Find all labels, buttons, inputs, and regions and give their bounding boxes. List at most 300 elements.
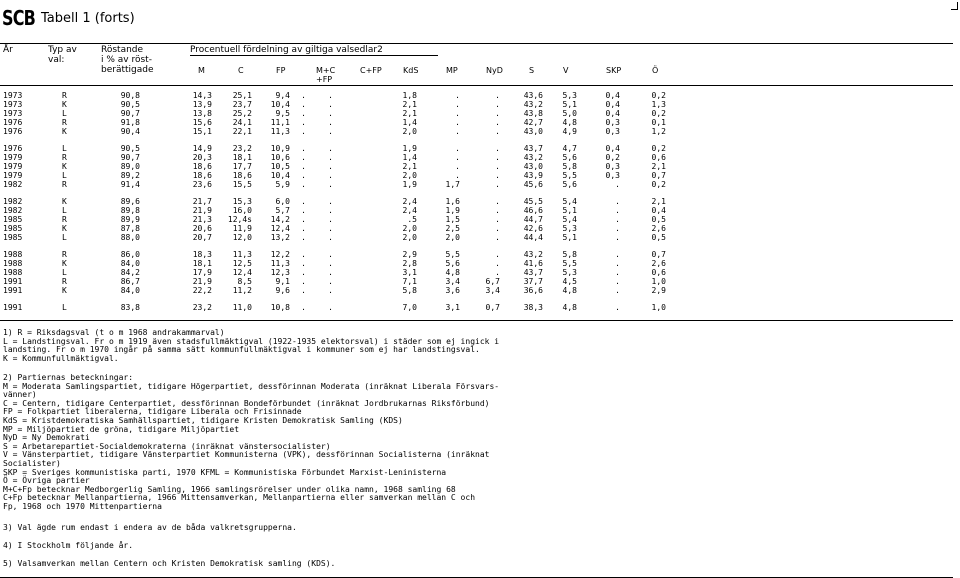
table-cell: 7,1	[402, 277, 417, 286]
table-cell: .	[328, 127, 333, 136]
table-cell: 16,0	[232, 206, 252, 215]
table-cell: R	[62, 91, 67, 100]
corner-mark	[951, 2, 958, 10]
table-cell: .	[301, 277, 306, 286]
note-5: 5) Valsamverkan mellan Centern och Kristen Demokratisk samling (KDS).	[3, 559, 336, 568]
table-cell: 1988	[3, 250, 23, 259]
table-cell: 2,6	[651, 259, 666, 268]
table-cell: 1976	[3, 144, 23, 153]
table-cell: 43,6	[523, 91, 543, 100]
table-cell: 21,3	[192, 215, 212, 224]
table-cell: .	[301, 215, 306, 224]
table-cell: 5,5	[445, 250, 460, 259]
table-cell: 1,0	[651, 303, 666, 312]
table-cell: .	[301, 250, 306, 259]
table-title: Tabell 1 (forts)	[41, 11, 135, 26]
table-cell: 0,2	[651, 180, 666, 189]
table-cell: .	[615, 303, 620, 312]
table-cell: 15,3	[232, 197, 252, 206]
table-cell: 2,0	[402, 233, 417, 242]
table-cell: 43,9	[523, 171, 543, 180]
group-underline	[190, 55, 438, 56]
table-cell: 25,2	[232, 109, 252, 118]
table-cell: 1,9	[402, 144, 417, 153]
table-cell: .	[328, 250, 333, 259]
table-bottom-rule	[0, 320, 953, 321]
table-cell: 9,4	[275, 91, 290, 100]
table-cell: 83,8	[120, 303, 140, 312]
table-cell: 13,9	[192, 100, 212, 109]
table-cell: 4,7	[562, 144, 577, 153]
header-top-rule	[0, 43, 953, 44]
table-cell: 22,1	[232, 127, 252, 136]
table-cell: 2,9	[402, 250, 417, 259]
table-cell: 3,4	[445, 277, 460, 286]
col-year-header: År	[3, 45, 13, 55]
table-cell: 1985	[3, 224, 23, 233]
table-cell: 2,1	[402, 100, 417, 109]
table-cell: R	[62, 180, 67, 189]
table-cell: 0,6	[651, 153, 666, 162]
table-cell: 20,7	[192, 233, 212, 242]
party-header-0: M	[198, 66, 205, 75]
table-cell: .	[328, 268, 333, 277]
table-cell: 89,8	[120, 206, 140, 215]
table-cell: 5,8	[402, 286, 417, 295]
table-cell: 9,1	[275, 277, 290, 286]
table-cell: 21,9	[192, 277, 212, 286]
table-cell: 18,6	[192, 171, 212, 180]
table-cell: .	[328, 224, 333, 233]
table-cell: 14,2	[270, 215, 290, 224]
table-cell: 5,1	[562, 100, 577, 109]
table-cell: 1,9	[402, 180, 417, 189]
table-cell: 1,2	[651, 127, 666, 136]
table-cell: .	[301, 118, 306, 127]
table-cell: 5,8	[562, 250, 577, 259]
table-cell: 17,7	[232, 162, 252, 171]
table-cell: .	[455, 144, 460, 153]
party-header-9: V	[563, 66, 569, 75]
table-cell: 5,6	[445, 259, 460, 268]
table-cell: .	[328, 171, 333, 180]
table-cell: 43,2	[523, 153, 543, 162]
table-cell: .	[495, 250, 500, 259]
table-cell: 4,8	[562, 118, 577, 127]
table-cell: 22,2	[192, 286, 212, 295]
table-cell: 5,6	[562, 180, 577, 189]
table-cell: 0,6	[651, 268, 666, 277]
table-cell: .	[455, 118, 460, 127]
table-cell: .	[301, 303, 306, 312]
table-cell: 23,6	[192, 180, 212, 189]
table-cell: 89,2	[120, 171, 140, 180]
table-cell: 1991	[3, 303, 23, 312]
table-cell: 8,5	[237, 277, 252, 286]
table-cell: 0,4	[605, 144, 620, 153]
table-cell: 14,9	[192, 144, 212, 153]
party-header-6: MP	[446, 66, 458, 75]
table-cell: 1979	[3, 153, 23, 162]
table-cell: 4,8	[562, 286, 577, 295]
table-cell: 0,7	[651, 250, 666, 259]
table-cell: 1985	[3, 215, 23, 224]
table-cell: K	[62, 127, 67, 136]
table-cell: .	[328, 286, 333, 295]
table-cell: .	[301, 153, 306, 162]
table-cell: 89,0	[120, 162, 140, 171]
table-cell: 5,3	[562, 268, 577, 277]
table-cell: 1,4	[402, 153, 417, 162]
table-cell: 1973	[3, 91, 23, 100]
table-cell: 89,6	[120, 197, 140, 206]
table-cell: 86,0	[120, 250, 140, 259]
table-cell: 90,5	[120, 144, 140, 153]
table-cell: 90,8	[120, 91, 140, 100]
table-cell: .	[328, 233, 333, 242]
table-cell: .	[328, 259, 333, 268]
table-cell: .	[328, 144, 333, 153]
table-cell: L	[62, 109, 67, 118]
table-cell: 2,1	[651, 197, 666, 206]
table-cell: 2,0	[402, 171, 417, 180]
table-cell: .	[301, 286, 306, 295]
table-cell: 17,9	[192, 268, 212, 277]
table-cell: 5,9	[275, 180, 290, 189]
table-cell: .	[495, 180, 500, 189]
table-cell: 84,0	[120, 259, 140, 268]
col-group-header: Procentuell fördelning av giltiga valsedlar2	[190, 45, 383, 55]
table-cell: 90,4	[120, 127, 140, 136]
party-header-7: NyD	[486, 66, 503, 75]
table-cell: L	[62, 268, 67, 277]
note-4: 4) I Stockholm följande år.	[3, 541, 134, 550]
table-cell: 0,5	[651, 215, 666, 224]
table-cell: 2,0	[402, 224, 417, 233]
table-cell: 2,4	[402, 197, 417, 206]
table-cell: .	[495, 215, 500, 224]
table-cell: .	[455, 162, 460, 171]
table-cell: 1982	[3, 180, 23, 189]
table-cell: 11,3	[232, 250, 252, 259]
table-cell: 45,5	[523, 197, 543, 206]
table-cell: 2,1	[651, 162, 666, 171]
table-cell: 10,4	[270, 100, 290, 109]
table-cell: .	[455, 100, 460, 109]
table-cell: 5,4	[562, 215, 577, 224]
table-cell: 11,1	[270, 118, 290, 127]
table-cell: 1,5	[445, 215, 460, 224]
table-cell: 41,6	[523, 259, 543, 268]
table-cell: 1991	[3, 286, 23, 295]
table-cell: 36,6	[523, 286, 543, 295]
table-cell: 3,6	[445, 286, 460, 295]
table-cell: 1,4	[402, 118, 417, 127]
table-cell: .	[495, 224, 500, 233]
table-cell: 1979	[3, 171, 23, 180]
table-cell: 0,1	[651, 118, 666, 127]
scb-logo: SCB	[2, 6, 36, 30]
table-cell: 3,1	[402, 268, 417, 277]
table-cell: L	[62, 171, 67, 180]
table-cell: 0,3	[605, 162, 620, 171]
table-cell: 7,0	[402, 303, 417, 312]
table-cell: 12,4	[270, 224, 290, 233]
table-cell: 0,4	[605, 109, 620, 118]
table-cell: .	[495, 100, 500, 109]
table-cell: .	[301, 224, 306, 233]
table-cell: 1973	[3, 100, 23, 109]
party-header-10: SKP	[606, 66, 622, 75]
table-cell: 11,3	[270, 259, 290, 268]
table-cell: .	[615, 215, 620, 224]
table-cell: 44,7	[523, 215, 543, 224]
table-cell: 1,0	[651, 277, 666, 286]
table-cell: 10,4	[270, 171, 290, 180]
table-cell: .	[301, 162, 306, 171]
table-cell: 1976	[3, 127, 23, 136]
table-cell: 11,2	[232, 286, 252, 295]
table-cell: 11,9	[232, 224, 252, 233]
table-cell: R	[62, 277, 67, 286]
table-cell: 1,3	[651, 100, 666, 109]
table-cell: 21,9	[192, 206, 212, 215]
table-cell: .	[495, 268, 500, 277]
table-cell: 45,6	[523, 180, 543, 189]
table-cell: 11,0	[232, 303, 252, 312]
note-2: 2) Partiernas beteckningar: M = Moderata Samlingspartiet, tidigare Högerpartiet, dessförinnan Moderata (inräknat Liberala Försvars- vänner) C = Centern, tidigare Centerpartiet, dessförinnan Bondeförbundet (inräknat Jordbrukarnas Riksförbund) FP = Folkpartiet liberalerna, tidigare Liberala och Frisinnade KdS = Kristdemokratiska Samhällspartiet, tidigare Kristen Demokratisk Samling (KDS) MP = Miljöpartiet de gröna, tidigare Miljöpartiet NyD = Ny Demokrati S = Arbetarepartiet-Socialdemokraterna (inräknat vänstersocialister) V = Vänsterpartiet, tidigare Vänsterpartiet Kommunisterna (VPK), dessförinnan Socialisterna (inräknat Socialister) SKP = Sveriges kommunistiska parti, 1970 KFML = Kommunistiska Förbundet Marxist-Leninisterna Ö = Övriga partier M+C+Fp betecknar Medborgerlig Samling, 1966 samlingsrörelser under olika namn, 1968 samling 68 C+Fp betecknar Mellanpartierna, 1966 Mittensamverkan, Mellanpartierna eller samverkan mellan C och Fp, 1968 och 1970 Mittenpartierna	[3, 373, 500, 511]
table-cell: .	[301, 197, 306, 206]
table-cell: 42,6	[523, 224, 543, 233]
table-cell: .	[328, 153, 333, 162]
table-cell: .	[615, 268, 620, 277]
table-cell: .	[301, 91, 306, 100]
table-cell: .	[328, 277, 333, 286]
table-cell: 12,4	[232, 268, 252, 277]
table-cell: L	[62, 144, 67, 153]
table-cell: 0,2	[605, 153, 620, 162]
col-turnout-header: Röstande i % av röst- berättigade	[101, 45, 154, 75]
table-cell: .5	[407, 215, 417, 224]
table-cell: 23,2	[192, 303, 212, 312]
table-cell: 89,9	[120, 215, 140, 224]
table-cell: .	[495, 109, 500, 118]
table-cell: 18,6	[192, 162, 212, 171]
table-cell: 0,5	[651, 233, 666, 242]
table-cell: .	[615, 259, 620, 268]
table-cell: 4,8	[562, 303, 577, 312]
table-cell: 5,3	[562, 224, 577, 233]
table-cell: .	[301, 268, 306, 277]
table-cell: .	[495, 91, 500, 100]
table-cell: K	[62, 162, 67, 171]
table-cell: 1973	[3, 109, 23, 118]
table-cell: 2,6	[651, 224, 666, 233]
table-cell: 0,7	[485, 303, 500, 312]
table-cell: 0,3	[605, 127, 620, 136]
table-cell: 1982	[3, 206, 23, 215]
table-cell: 24,1	[232, 118, 252, 127]
table-cell: 9,5	[275, 109, 290, 118]
table-cell: .	[328, 118, 333, 127]
table-cell: 9,6	[275, 286, 290, 295]
table-cell: L	[62, 206, 67, 215]
table-cell: 91,8	[120, 118, 140, 127]
table-cell: .	[615, 277, 620, 286]
table-cell: 90,7	[120, 109, 140, 118]
table-cell: .	[495, 197, 500, 206]
table-cell: 1,9	[445, 206, 460, 215]
note-1: 1) R = Riksdagsval (t o m 1968 andrakammarval) L = Landstingsval. Fr o m 1919 även stadsfullmäktigval (1922-1935 elektorsval) i städer som ej ingick i landsting. Fr o m 1970 ingår på samma sätt kommunfullmäktigval i kommuner som ej har landstingsval. K = Kommunfullmäktigval.	[3, 328, 500, 363]
table-cell: 14,3	[192, 91, 212, 100]
table-cell: 1,7	[445, 180, 460, 189]
table-cell: R	[62, 153, 67, 162]
table-cell: 18,1	[232, 153, 252, 162]
table-cell: 43,0	[523, 162, 543, 171]
party-header-11: Ö	[652, 66, 659, 75]
table-cell: .	[615, 250, 620, 259]
table-cell: 15,5	[232, 180, 252, 189]
table-cell: 43,0	[523, 127, 543, 136]
table-cell: 4,5	[562, 277, 577, 286]
table-cell: 5,6	[562, 153, 577, 162]
table-cell: 0,7	[651, 171, 666, 180]
table-cell: .	[301, 233, 306, 242]
table-cell: .	[455, 109, 460, 118]
table-cell: 3,4	[485, 286, 500, 295]
table-cell: 15,1	[192, 127, 212, 136]
table-cell: .	[495, 153, 500, 162]
col-type-header: Typ av val:	[48, 45, 77, 65]
table-cell: K	[62, 100, 67, 109]
table-cell: 5,7	[275, 206, 290, 215]
table-cell: R	[62, 250, 67, 259]
table-cell: 23,2	[232, 144, 252, 153]
table-cell: 10,8	[270, 303, 290, 312]
table-cell: K	[62, 224, 67, 233]
table-cell: 4,8	[445, 268, 460, 277]
table-cell: 11,3	[270, 127, 290, 136]
table-cell: .	[455, 153, 460, 162]
table-cell: 12,2	[270, 250, 290, 259]
table-cell: 37,7	[523, 277, 543, 286]
table-cell: 2,1	[402, 109, 417, 118]
table-cell: 4,9	[562, 127, 577, 136]
table-cell: 90,5	[120, 100, 140, 109]
table-cell: 0,4	[605, 91, 620, 100]
table-cell: 42,7	[523, 118, 543, 127]
party-header-5: KdS	[403, 66, 419, 75]
table-cell: 2,0	[445, 233, 460, 242]
table-cell: .	[328, 91, 333, 100]
table-cell: 43,8	[523, 109, 543, 118]
table-cell: 43,7	[523, 268, 543, 277]
table-cell: 0,3	[605, 171, 620, 180]
table-cell: .	[328, 162, 333, 171]
table-cell: 38,3	[523, 303, 543, 312]
table-cell: 1979	[3, 162, 23, 171]
party-header-1: C	[238, 66, 244, 75]
header-bottom-rule	[0, 85, 953, 86]
table-cell: 10,5	[270, 162, 290, 171]
table-cell: .	[301, 180, 306, 189]
table-cell: 5,1	[562, 233, 577, 242]
table-cell: 1982	[3, 197, 23, 206]
table-cell: 21,7	[192, 197, 212, 206]
table-cell: .	[328, 206, 333, 215]
party-header-4: C+FP	[360, 66, 382, 75]
table-cell: 25,1	[232, 91, 252, 100]
table-cell: 0,4	[651, 206, 666, 215]
table-cell: .	[495, 162, 500, 171]
table-cell: .	[495, 259, 500, 268]
table-cell: .	[615, 224, 620, 233]
table-cell: 5,4	[562, 197, 577, 206]
table-cell: 0,2	[651, 91, 666, 100]
table-cell: .	[615, 206, 620, 215]
table-cell: 12,0	[232, 233, 252, 242]
table-cell: 23,7	[232, 100, 252, 109]
table-cell: 6,0	[275, 197, 290, 206]
table-cell: 2,8	[402, 259, 417, 268]
table-cell: 1,6	[445, 197, 460, 206]
table-cell: 5,5	[562, 259, 577, 268]
table-cell: 18,3	[192, 250, 212, 259]
table-cell: .	[328, 303, 333, 312]
table-cell: .	[495, 127, 500, 136]
table-cell: 2,5	[445, 224, 460, 233]
table-cell: 46,6	[523, 206, 543, 215]
note-3: 3) Val ägde rum endast i endera av de båda valkretsgrupperna.	[3, 523, 297, 532]
table-cell: 2,1	[402, 162, 417, 171]
table-cell: 1988	[3, 259, 23, 268]
table-cell: .	[301, 259, 306, 268]
table-cell: 18,1	[192, 259, 212, 268]
table-cell: 1985	[3, 233, 23, 242]
party-header-3: M+C +FP	[316, 66, 336, 84]
table-cell: .	[615, 286, 620, 295]
table-cell: 86,7	[120, 277, 140, 286]
table-cell: 87,8	[120, 224, 140, 233]
table-cell: 43,2	[523, 250, 543, 259]
table-cell: 91,4	[120, 180, 140, 189]
table-cell: .	[328, 215, 333, 224]
table-cell: .	[615, 197, 620, 206]
table-cell: 6,7	[485, 277, 500, 286]
table-cell: 13,8	[192, 109, 212, 118]
table-cell: 5,0	[562, 109, 577, 118]
table-cell: 44,4	[523, 233, 543, 242]
table-cell: .	[455, 171, 460, 180]
table-cell: .	[301, 100, 306, 109]
table-cell: .	[301, 127, 306, 136]
table-cell: 10,9	[270, 144, 290, 153]
table-cell: 88,0	[120, 233, 140, 242]
table-cell: .	[615, 180, 620, 189]
table-cell: .	[301, 171, 306, 180]
table-cell: L	[62, 303, 67, 312]
table-cell: .	[301, 206, 306, 215]
table-cell: 2,4	[402, 206, 417, 215]
table-cell: .	[455, 91, 460, 100]
table-cell: 1991	[3, 277, 23, 286]
table-cell: .	[495, 144, 500, 153]
table-cell: .	[495, 171, 500, 180]
table-cell: 2,9	[651, 286, 666, 295]
table-cell: L	[62, 233, 67, 242]
table-cell: 18,6	[232, 171, 252, 180]
table-cell: R	[62, 215, 67, 224]
